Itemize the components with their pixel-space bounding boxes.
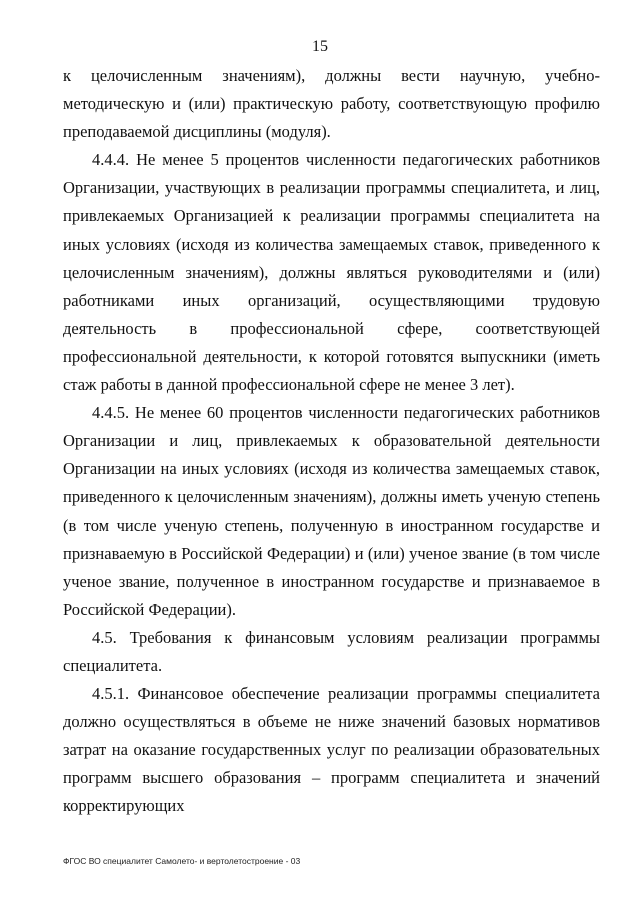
document-body <box>63 62 600 821</box>
page-footer: ФГОС ВО специалитет Самолето- и вертолетостроение - 03 <box>63 856 301 866</box>
paragraph-4-5: 4.5. Требования к финансовым условиям реализации программы специалитета. <box>63 627 600 675</box>
page-number: 15 <box>312 38 328 55</box>
paragraph-4-4-4: 4.4.4. Не менее 5 процентов численности педагогических работников Организации, участвующих в реализации программы специалитета, и лиц, привлекаемых Организацией к реализации программы специалитета на иных условиях (исходя из количества замещаемых ставок, приведенного к целочисленным значениям), должны являться руководителями и (или) работниками иных организаций, осуществляющими трудовую деятельность в профессиональной сфере, соответствующей профессиональной деятельности, к которой готовятся выпускники (иметь стаж работы в данной профессиональной сфере не менее 3 лет). <box>63 150 600 395</box>
paragraph-continuation: к целочисленным значениям), должны вести научную, учебно-методическую и (или) практическую работу, соответствующую профилю преподаваемой дисциплины (модуля). <box>63 66 600 142</box>
paragraph-4-5-1: 4.5.1. Финансовое обеспечение реализации программы специалитета должно осуществляться в объеме не ниже значений базовых нормативов затрат на оказание государственных услуг по реализации образовательных программ высшего образования – программ специалитета и значений корректирующих <box>63 684 600 816</box>
paragraph-4-4-5: 4.4.5. Не менее 60 процентов численности педагогических работников Организации и лиц, привлекаемых к образовательной деятельности Организации на иных условиях (исходя из количества замещаемых ставок, приведенного к целочисленным значениям), должны иметь ученую степень (в том числе ученую степень, полученную в иностранном государстве и признаваемую в Российской Федерации) и (или) ученое звание (в том числе ученое звание, полученное в иностранном государстве и признаваемое в Российской Федерации). <box>63 403 600 619</box>
